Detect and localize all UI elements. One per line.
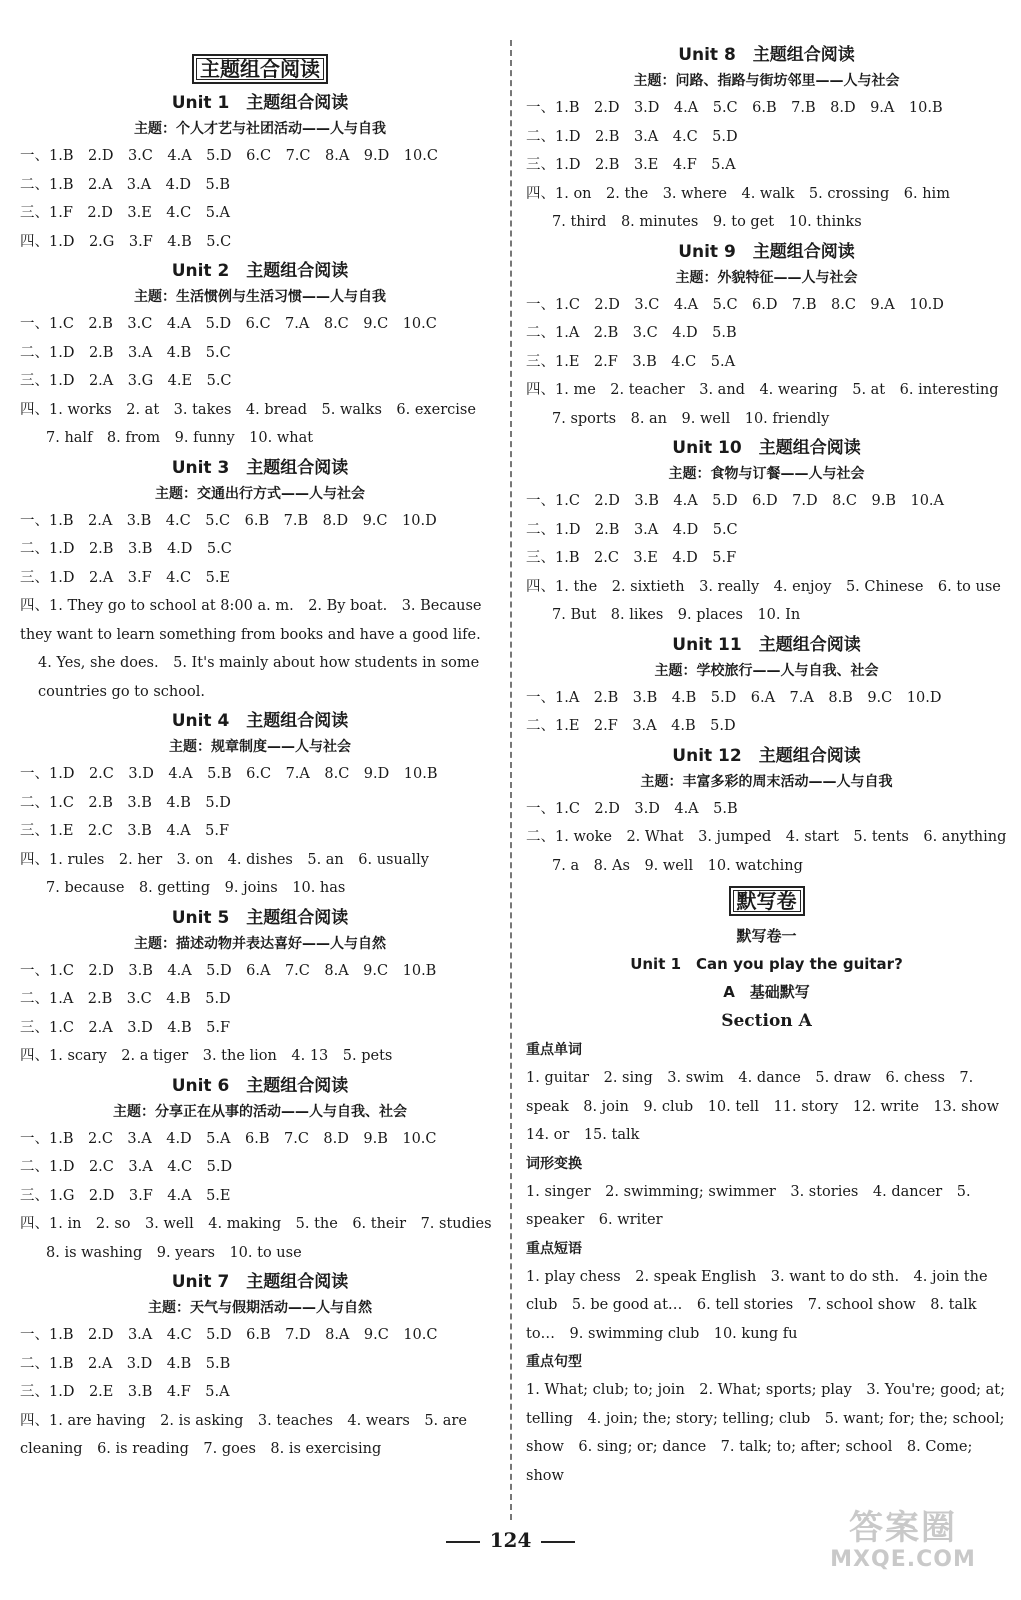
- unit-title: Unit 11 主题组合阅读: [672, 634, 861, 655]
- unit-block-3: [20, 455, 500, 707]
- unit-topic: 主题：规章制度——人与社会: [169, 739, 351, 755]
- answer-line: 一、1.A 2.B 3.B 4.B 5.D 6.A 7.A 8.B 9.C 10.D: [526, 689, 942, 706]
- unit-topic: 主题：天气与假期活动——人与自然: [148, 1300, 372, 1316]
- unit-block-1: [20, 90, 500, 256]
- answer-line: 二、1.A 2.B 3.C 4.B 5.D: [20, 991, 231, 1007]
- group-answers: 1. singer 2. swimming; swimmer 3. stories 4. dancer 5. speaker 6. writer: [526, 1183, 971, 1228]
- answer-line: 四、1. scary 2. a tiger 3. the lion 4. 13 5. pets: [20, 1048, 393, 1064]
- answer-line: 三、1.D 2.A 3.G 4.E 5.C: [20, 373, 232, 389]
- left-column: [0, 0, 510, 1464]
- answer-line: 二、1.D 2.B 3.A 4.C 5.D: [526, 128, 738, 145]
- unit-block-8: [526, 42, 1007, 237]
- unit-title: Unit 3 主题组合阅读: [171, 457, 349, 478]
- answer-line: 四、1.D 2.G 3.F 4.B 5.C: [20, 233, 232, 250]
- unit-topic: 主题：问路、指路与街坊邻里——人与社会: [633, 73, 900, 89]
- dictation-subtitle: 默写卷一: [736, 927, 797, 945]
- unit-topic: 主题：食物与订餐——人与社会: [668, 466, 865, 482]
- answer-line: 一、1.B 2.D 3.D 4.A 5.C 6.B 7.B 8.D 9.A 10.B: [526, 100, 943, 116]
- answer-line: 三、1.F 2.D 3.E 4.C 5.A: [20, 205, 231, 221]
- unit-topic: 主题：交通出行方式——人与社会: [155, 485, 365, 502]
- unit-title: Unit 2 主题组合阅读: [171, 261, 349, 281]
- unit-title: Unit 7 主题组合阅读: [171, 1272, 349, 1292]
- unit-block-10: [526, 435, 1007, 630]
- unit-topic: 主题：丰富多彩的周末活动——人与自我: [640, 773, 893, 790]
- answer-line: 一、1.D 2.C 3.D 4.A 5.B 6.C 7.A 8.C 9.D 10.B: [20, 766, 438, 782]
- unit-title: Unit 1 主题组合阅读: [171, 93, 349, 113]
- answer-line: 三、1.B 2.C 3.E 4.D 5.F: [526, 550, 737, 566]
- unit-block-12: [526, 743, 1007, 881]
- answer-line: 三、1.D 2.A 3.F 4.C 5.E: [20, 569, 231, 586]
- answer-line: 四、1. me 2. teacher 3. and 4. wearing 5. at 6. interesting: [526, 382, 999, 398]
- answer-paragraph: 四、1. are having 2. is asking 3. teaches 4. wears 5. are cleaning 6. is reading 7. goes 8. is exercising: [20, 1412, 467, 1457]
- answer-line-continued: 7. a 8. As 9. well 10. watching: [552, 857, 803, 874]
- unit-block-2: [20, 258, 500, 453]
- answer-line: 四、1. the 2. sixtieth 3. really 4. enjoy 5. Chinese 6. to use: [526, 578, 1001, 595]
- dictation-section: [526, 886, 1014, 1490]
- section-header-wrap: [20, 54, 500, 84]
- answer-line: 三、1.E 2.F 3.B 4.C 5.A: [526, 353, 736, 370]
- page-number-dash-right: [541, 1541, 575, 1543]
- unit-topic: 主题：描述动物并表达喜好——人与自然: [134, 935, 386, 952]
- answer-line: 二、1.B 2.A 3.D 4.B 5.B: [20, 1355, 231, 1372]
- answer-line-continued: 7. sports 8. an 9. well 10. friendly: [552, 410, 830, 427]
- answer-line: 一、1.B 2.D 3.A 4.C 5.D 6.B 7.D 8.A 9.C 10.C: [20, 1327, 438, 1343]
- group-label: 重点句型: [526, 1354, 582, 1370]
- unit-title: Unit 4 主题组合阅读: [171, 711, 349, 731]
- answer-paragraph: 4. Yes, she does. 5. It's mainly about how students in some countries go to school.: [38, 655, 480, 700]
- group-answers: 1. guitar 2. sing 3. swim 4. dance 5. draw 6. chess 7. speak 8. join 9. club 10. tell 11. story 12. write 13. show 14. or 15. talk: [526, 1070, 1014, 1143]
- dictation-section-title: Section A: [721, 1011, 812, 1031]
- answer-paragraph: 四、1. They go to school at 8:00 a. m. 2. By boat. 3. Because they want to learn something from books and have a good life.: [20, 598, 482, 643]
- unit-block-9: [526, 239, 1007, 434]
- unit-title: Unit 5 主题组合阅读: [171, 907, 349, 928]
- answer-line: 二、1.A 2.B 3.C 4.D 5.B: [526, 325, 737, 341]
- answer-line: 三、1.D 2.B 3.E 4.F 5.A: [526, 157, 736, 173]
- unit-title: Unit 9 主题组合阅读: [678, 241, 855, 262]
- unit-topic: 主题：生活惯例与生活习惯——人与自我: [134, 289, 386, 305]
- answer-line: 二、1.D 2.B 3.A 4.B 5.C: [20, 344, 231, 361]
- answer-line: 一、1.C 2.D 3.B 4.A 5.D 6.D 7.D 8.C 9.B 10.A: [526, 493, 945, 509]
- watermark-logo: 答案圈: [849, 1508, 957, 1548]
- answer-line: 二、1.B 2.A 3.A 4.D 5.B: [20, 176, 231, 193]
- right-column: [512, 0, 1021, 1490]
- answer-line: 二、1. woke 2. What 3. jumped 4. start 5. tents 6. anything: [526, 829, 1007, 845]
- unit-topic: 主题：分享正在从事的活动——人与自我、社会: [113, 1103, 407, 1120]
- page-number-dash-left: [446, 1541, 480, 1543]
- answer-line: 四、1. in 2. so 3. well 4. making 5. the 6. their 7. studies: [20, 1216, 492, 1232]
- answer-line: 三、1.C 2.A 3.D 4.B 5.F: [20, 1019, 231, 1036]
- answer-line: 二、1.D 2.B 3.B 4.D 5.C: [20, 541, 232, 557]
- watermark: [803, 1508, 1003, 1578]
- answer-line: 四、1. works 2. at 3. takes 4. bread 5. walks 6. exercise: [20, 401, 476, 418]
- page-number-text: 124: [489, 1528, 532, 1552]
- group-label: 重点短语: [526, 1240, 582, 1257]
- unit-title: Unit 10 主题组合阅读: [672, 438, 861, 458]
- group-answers: 1. play chess 2. speak English 3. want to do sth. 4. join the club 5. be good at… 6. tell stories 7. school show 8. talk to… 9. swimming club 10. kung fu: [526, 1268, 988, 1342]
- unit-block-6: [20, 1073, 500, 1268]
- unit-title: Unit 8 主题组合阅读: [678, 45, 855, 65]
- answer-line: 一、1.C 2.D 3.D 4.A 5.B: [526, 800, 738, 817]
- answer-line: 四、1. rules 2. her 3. on 4. dishes 5. an 6. usually: [20, 851, 429, 868]
- unit-block-4: [20, 708, 500, 903]
- unit-block-7: [20, 1269, 500, 1464]
- answer-line-continued: 7. third 8. minutes 9. to get 10. thinks: [552, 214, 862, 230]
- unit-topic: 主题：学校旅行——人与自我、社会: [654, 662, 879, 679]
- dictation-part-title: A 基础默写: [723, 983, 810, 1001]
- section-header: 主题组合阅读: [192, 54, 328, 84]
- dictation-header-wrap: [526, 886, 1007, 916]
- group-label: 重点单词: [526, 1042, 582, 1058]
- unit-title: Unit 12 主题组合阅读: [672, 745, 861, 766]
- unit-title: Unit 6 主题组合阅读: [171, 1075, 349, 1096]
- answer-line: 三、1.E 2.C 3.B 4.A 5.F: [20, 823, 230, 839]
- answer-line: 一、1.C 2.D 3.B 4.A 5.D 6.A 7.C 8.A 9.C 10.B: [20, 962, 437, 979]
- answer-line-continued: 7. But 8. likes 9. places 10. In: [552, 607, 801, 623]
- answer-line-continued: 7. because 8. getting 9. joins 10. has: [46, 880, 346, 896]
- unit-topic: 主题：外貌特征——人与社会: [675, 269, 858, 286]
- answer-line: 一、1.B 2.C 3.A 4.D 5.A 6.B 7.C 8.D 9.B 10.C: [20, 1130, 437, 1147]
- watermark-url: MXQE.COM: [830, 1547, 976, 1572]
- unit-block-5: [20, 905, 500, 1071]
- unit-block-11: [526, 632, 1007, 741]
- answer-line: 一、1.B 2.D 3.C 4.A 5.D 6.C 7.C 8.A 9.D 10.C: [20, 148, 438, 164]
- answer-line-continued: 8. is washing 9. years 10. to use: [46, 1244, 302, 1261]
- answer-line: 一、1.C 2.D 3.C 4.A 5.C 6.D 7.B 8.C 9.A 10.D: [526, 296, 944, 313]
- group-label: 词形变换: [526, 1155, 582, 1172]
- answer-line: 一、1.B 2.A 3.B 4.C 5.C 6.B 7.B 8.D 9.C 10.D: [20, 512, 437, 529]
- answer-line: 二、1.D 2.C 3.A 4.C 5.D: [20, 1159, 233, 1175]
- answer-line: 三、1.G 2.D 3.F 4.A 5.E: [20, 1187, 231, 1204]
- answer-line: 三、1.D 2.E 3.B 4.F 5.A: [20, 1384, 230, 1400]
- answer-line: 四、1. on 2. the 3. where 4. walk 5. crossing 6. him: [526, 185, 950, 202]
- dictation-unit-title: Unit 1 Can you play the guitar?: [630, 955, 903, 973]
- answer-line: 二、1.D 2.B 3.A 4.D 5.C: [526, 521, 738, 538]
- dictation-header: 默写卷: [729, 886, 805, 916]
- group-answers: 1. What; club; to; join 2. What; sports; play 3. You're; good; at; telling 4. join; the; story; telling; club 5. want; for; the; school; show 6. sing; or; dance 7. talk; to; after; school 8. Come; show: [526, 1382, 1006, 1484]
- answer-line-continued: 7. half 8. from 9. funny 10. what: [46, 430, 314, 446]
- answer-line: 一、1.C 2.B 3.C 4.A 5.D 6.C 7.A 8.C 9.C 10.C: [20, 316, 437, 332]
- answer-line: 二、1.E 2.F 3.A 4.B 5.D: [526, 718, 736, 734]
- answer-line: 二、1.C 2.B 3.B 4.B 5.D: [20, 794, 231, 811]
- unit-topic: 主题：个人才艺与社团活动——人与自我: [134, 121, 386, 137]
